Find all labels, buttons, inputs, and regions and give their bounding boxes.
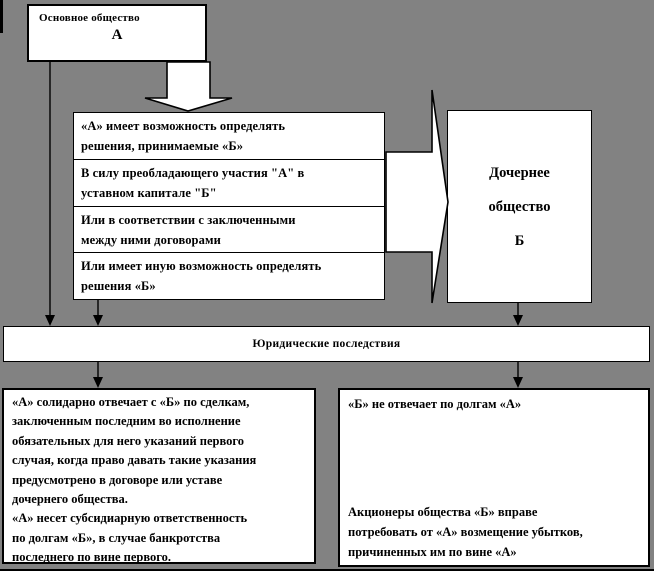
subsidiary-company-box: [447, 110, 592, 303]
text-line: решения «Б»: [81, 279, 156, 294]
criteria-table: [73, 112, 385, 300]
table-row: [74, 253, 384, 299]
arrowhead-icon: [93, 377, 103, 388]
arrowhead-icon: [45, 315, 55, 326]
text-line: Или в соответствии с заключенными: [81, 212, 296, 227]
right-result-paragraph: [348, 502, 646, 562]
block-arrow-right-icon: [386, 90, 448, 303]
arrowhead-icon: [93, 315, 103, 326]
arrowhead-icon: [513, 315, 523, 326]
parent-company-title: Основное общество: [39, 12, 140, 24]
text-line: Или имеет иную возможность определять: [81, 259, 322, 274]
table-row: [74, 113, 384, 160]
legal-consequences-bar: [3, 326, 650, 362]
text-line: предусмотрено в договоре или уставе: [12, 472, 223, 487]
text-line: по долгам «Б», в случае банкротства: [12, 530, 221, 545]
left-edge-artifact: [0, 0, 3, 33]
text-line: случая, когда право давать такие указания: [12, 453, 257, 468]
left-result-box: [2, 388, 316, 564]
text-line: «А» несет субсидиарную ответственность: [12, 511, 248, 526]
text-line: Дочернее: [489, 164, 550, 181]
table-row: [74, 160, 384, 207]
text-line: «А» солидарно отвечает с «Б» по сделкам,: [12, 395, 250, 409]
legal-consequences-label: Юридические последствия: [252, 338, 401, 350]
text-line: решения, принимаемые «Б»: [81, 139, 244, 153]
text-line: уставном капитале "Б": [81, 185, 217, 200]
text-line: Б: [514, 232, 525, 249]
text-line: В силу преобладающего участия "А" в: [81, 165, 305, 180]
text-line: дочернего общества.: [12, 492, 128, 507]
text-line: общество: [488, 198, 551, 215]
text-line: заключенным последним во исполнение: [12, 414, 241, 429]
text-line: «А» имеет возможность определять: [81, 119, 286, 133]
text-line: Акционеры общества «Б» вправе: [348, 505, 538, 519]
table-row: [74, 207, 384, 254]
text-line: между ними договорами: [81, 232, 221, 247]
text-line: причиненных им по вине «А»: [348, 545, 517, 559]
parent-company-box: [27, 4, 207, 62]
text-line: «Б» не отвечает по долгам «А»: [348, 397, 522, 411]
parent-company-letter: А: [111, 27, 123, 43]
text-line: последнего по вине первого.: [12, 550, 171, 565]
arrowhead-icon: [513, 377, 523, 388]
text-line: потребовать от «А» возмещение убытков,: [348, 525, 583, 539]
text-line: обязательных для него указаний первого: [12, 433, 245, 448]
block-arrow-down-icon: [145, 62, 232, 111]
right-result-box: [338, 388, 650, 567]
